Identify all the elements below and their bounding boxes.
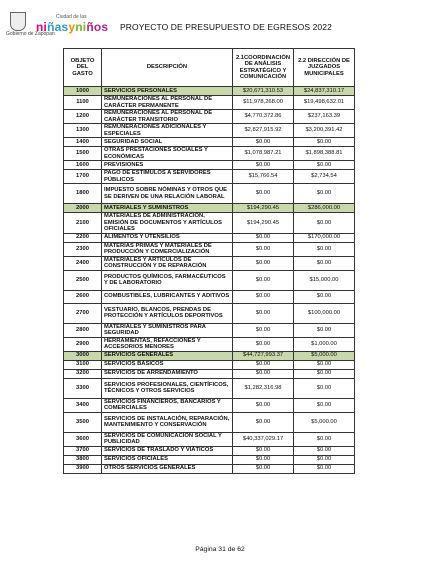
courts-amount-cell: $2,734.54 — [294, 170, 355, 184]
courts-amount-cell: $0.00 — [294, 378, 355, 398]
code-cell: 2600 — [64, 290, 102, 303]
table-group-row — [64, 351, 355, 360]
budget-table — [63, 48, 355, 474]
code-cell: 3500 — [64, 412, 102, 432]
coordination-amount-cell: $0.00 — [233, 360, 294, 369]
table-row — [64, 432, 355, 446]
table-row — [64, 369, 355, 378]
code-cell: 3300 — [64, 378, 102, 398]
table-row — [64, 170, 355, 184]
courts-amount-cell: $0.00 — [294, 446, 355, 455]
coordination-amount-cell: $2,827,915.92 — [233, 124, 294, 138]
courts-amount-cell: $237,163.39 — [294, 110, 355, 124]
table-row — [64, 323, 355, 337]
table-row — [64, 184, 355, 204]
code-cell: 2500 — [64, 270, 102, 290]
page-of: de — [227, 546, 236, 553]
table-row — [64, 337, 355, 351]
table-row — [64, 213, 355, 234]
description-cell: VESTUARIO, BLANCOS, PRENDAS DE PROTECCIÓN Y ARTÍCULOS DEPORTIVOS — [102, 303, 233, 323]
description-cell: SERVICIOS GENERALES — [102, 351, 233, 360]
description-cell: IMPUESTO SOBRE NÓMINAS Y OTROS QUE SE DERIVEN DE UNA RELACIÓN LABORAL — [102, 184, 233, 204]
table-row — [64, 256, 355, 270]
code-cell: 1000 — [64, 87, 102, 96]
table-row — [64, 378, 355, 398]
description-cell: MATERIAS PRIMAS Y MATERIALES DE PRODUCCIÓN Y COMERCIALIZACIÓN — [102, 242, 233, 256]
coordination-amount-cell: $0.00 — [233, 290, 294, 303]
description-cell: SERVICIOS DE INSTALACIÓN, REPARACIÓN, MANTENIMIENTO Y CONSERVACIÓN — [102, 412, 233, 432]
coordination-amount-cell: $0.00 — [233, 270, 294, 290]
description-cell: REMUNERACIONES AL PERSONAL DE CARÁCTER TRANSITORIO — [102, 110, 233, 124]
courts-amount-cell: $1,898,388.81 — [294, 147, 355, 161]
coordination-amount-cell: $0.00 — [233, 455, 294, 464]
code-cell: 2100 — [64, 213, 102, 234]
description-cell: SERVICIOS PROFESIONALES, CIENTÍFICOS, TÉCNICOS Y OTROS SERVICIOS — [102, 378, 233, 398]
description-cell: SERVICIOS PERSONALES — [102, 87, 233, 96]
courts-amount-cell: $0.00 — [294, 213, 355, 234]
table-header-row — [64, 49, 355, 87]
page-number: 31 — [218, 546, 226, 553]
table-row — [64, 96, 355, 110]
courts-amount-cell: $0.00 — [294, 184, 355, 204]
table-row — [64, 398, 355, 412]
coordination-amount-cell: $0.00 — [233, 233, 294, 242]
table-row — [64, 138, 355, 147]
description-cell: OTROS SERVICIOS GENERALES — [102, 464, 233, 473]
description-cell: MATERIALES DE ADMINISTRACIÓN, EMISIÓN DE DOCUMENTOS Y ARTÍCULOS OFICIALES — [102, 213, 233, 234]
description-cell: MATERIALES Y SUMINISTROS — [102, 204, 233, 213]
coordination-amount-cell: $0.00 — [233, 303, 294, 323]
code-cell: 3600 — [64, 432, 102, 446]
code-cell: 3700 — [64, 446, 102, 455]
coordination-amount-cell: $20,671,310.53 — [233, 87, 294, 96]
seal-text: Gobierno de Zapopan — [6, 31, 55, 37]
brand-logo-text: niñasyniños — [36, 20, 109, 34]
description-cell: REMUNERACIONES AL PERSONAL DE CARÁCTER PERMANENTE — [102, 96, 233, 110]
code-cell: 2300 — [64, 242, 102, 256]
courts-amount-cell: $0.00 — [294, 369, 355, 378]
courts-amount-cell: $24,837,310.17 — [294, 87, 355, 96]
header-logo — [6, 10, 126, 44]
table-group-row — [64, 87, 355, 96]
description-cell: REMUNERACIONES ADICIONALES Y ESPECIALES — [102, 124, 233, 138]
coordination-amount-cell: $0.00 — [233, 446, 294, 455]
coordination-amount-cell: $194,290.45 — [233, 213, 294, 234]
courts-amount-cell: $0.00 — [294, 464, 355, 473]
code-cell: 1600 — [64, 161, 102, 170]
table-row — [64, 270, 355, 290]
description-cell: PRODUCTOS QUÍMICOS, FARMACÉUTICOS Y DE LABORATORIO — [102, 270, 233, 290]
courts-amount-cell: $0.00 — [294, 161, 355, 170]
table-row — [64, 464, 355, 473]
description-cell: OTRAS PRESTACIONES SOCIALES Y ECONÓMICAS — [102, 147, 233, 161]
coordination-amount-cell: $0.00 — [233, 256, 294, 270]
courts-amount-cell: $5,000.00 — [294, 351, 355, 360]
courts-amount-cell: $0.00 — [294, 256, 355, 270]
code-cell: 1300 — [64, 124, 102, 138]
table-row — [64, 147, 355, 161]
description-cell: SERVICIOS DE ARRENDAMIENTO — [102, 369, 233, 378]
courts-amount-cell: $170,000.00 — [294, 233, 355, 242]
coordination-amount-cell: $44,727,993.37 — [233, 351, 294, 360]
code-cell: 3100 — [64, 360, 102, 369]
header-coordination: 2.1COORDINACIÓN DE ANÁLISIS ESTRATÉGICO Y COMUNICACIÓN — [233, 49, 294, 87]
description-cell: SERVICIOS DE TRASLADO Y VIÁTICOS — [102, 446, 233, 455]
code-cell: 3900 — [64, 464, 102, 473]
coordination-amount-cell: $194,290.45 — [233, 204, 294, 213]
courts-amount-cell: $0.00 — [294, 455, 355, 464]
courts-amount-cell: $5,000.00 — [294, 412, 355, 432]
code-cell: 2200 — [64, 233, 102, 242]
coordination-amount-cell: $11,978,268.00 — [233, 96, 294, 110]
description-cell: COMBUSTIBLES, LUBRICANTES Y ADITIVOS — [102, 290, 233, 303]
code-cell: 3000 — [64, 351, 102, 360]
code-cell: 1800 — [64, 184, 102, 204]
description-cell: SERVICIOS OFICIALES — [102, 455, 233, 464]
code-cell: 1100 — [64, 96, 102, 110]
coordination-amount-cell: $1,078,987.21 — [233, 147, 294, 161]
description-cell: SERVICIOS BÁSICOS — [102, 360, 233, 369]
code-cell: 1400 — [64, 138, 102, 147]
table-row — [64, 124, 355, 138]
page-footer — [0, 546, 440, 553]
table-row — [64, 242, 355, 256]
header-description: DESCRIPCIÓN — [102, 49, 233, 87]
code-cell: 2400 — [64, 256, 102, 270]
courts-amount-cell: $1,000.00 — [294, 337, 355, 351]
code-cell: 2800 — [64, 323, 102, 337]
coordination-amount-cell: $0.00 — [233, 323, 294, 337]
code-cell: 1500 — [64, 147, 102, 161]
table-row — [64, 303, 355, 323]
code-cell: 2700 — [64, 303, 102, 323]
page-label: Página — [195, 546, 217, 553]
courts-amount-cell: $3,200,391.42 — [294, 124, 355, 138]
description-cell: ALIMENTOS Y UTENSILIOS — [102, 233, 233, 242]
coordination-amount-cell: $0.00 — [233, 184, 294, 204]
courts-amount-cell: $286,000.00 — [294, 204, 355, 213]
coordination-amount-cell: $0.00 — [233, 138, 294, 147]
table-group-row — [64, 204, 355, 213]
description-cell: SERVICIOS DE COMUNICACIÓN SOCIAL Y PUBLICIDAD — [102, 432, 233, 446]
code-cell: 1700 — [64, 170, 102, 184]
courts-amount-cell: $19,498,632.01 — [294, 96, 355, 110]
coordination-amount-cell: $0.00 — [233, 161, 294, 170]
courts-amount-cell: $0.00 — [294, 242, 355, 256]
header-code: OBJETO DEL GASTO — [64, 49, 102, 87]
courts-amount-cell: $0.00 — [294, 360, 355, 369]
description-cell: SERVICIOS FINANCIEROS, BANCARIOS Y COMERCIALES — [102, 398, 233, 412]
coordination-amount-cell: $0.00 — [233, 398, 294, 412]
courts-amount-cell: $0.00 — [294, 138, 355, 147]
code-cell: 2000 — [64, 204, 102, 213]
header-courts: 2.2 DIRECCIÓN DE JUZGADOS MUNICIPALES — [294, 49, 355, 87]
description-cell: MATERIALES Y SUMINISTROS PARA SEGURIDAD — [102, 323, 233, 337]
table-row — [64, 290, 355, 303]
coordination-amount-cell: $0.00 — [233, 412, 294, 432]
table-row — [64, 233, 355, 242]
coordination-amount-cell: $40,337,029.17 — [233, 432, 294, 446]
description-cell: PREVISIONES — [102, 161, 233, 170]
brand-tagline: Ciudad de las — [56, 14, 87, 20]
courts-amount-cell: $15,000.00 — [294, 270, 355, 290]
page-total: 62 — [237, 546, 245, 553]
table-row — [64, 412, 355, 432]
code-cell: 3400 — [64, 398, 102, 412]
coordination-amount-cell: $0.00 — [233, 464, 294, 473]
code-cell: 2900 — [64, 337, 102, 351]
courts-amount-cell: $0.00 — [294, 432, 355, 446]
code-cell: 3200 — [64, 369, 102, 378]
coordination-amount-cell: $4,770,372.86 — [233, 110, 294, 124]
page-title: PROYECTO DE PRESUPUESTO DE EGRESOS 2022 — [120, 22, 332, 32]
courts-amount-cell: $0.00 — [294, 290, 355, 303]
table-row — [64, 446, 355, 455]
code-cell: 1200 — [64, 110, 102, 124]
municipal-seal-icon — [6, 10, 55, 40]
description-cell: HERRAMIENTAS, REFACCIONES Y ACCESORIOS MENORES — [102, 337, 233, 351]
coordination-amount-cell: $0.00 — [233, 369, 294, 378]
coordination-amount-cell: $0.00 — [233, 337, 294, 351]
description-cell: MATERIALES Y ARTÍCULOS DE CONSTRUCCIÓN Y DE REPARACIÓN — [102, 256, 233, 270]
courts-amount-cell: $0.00 — [294, 398, 355, 412]
description-cell: SEGURIDAD SOCIAL — [102, 138, 233, 147]
table-row — [64, 360, 355, 369]
table-row — [64, 110, 355, 124]
description-cell: PAGO DE ESTÍMULOS A SERVIDORES PÚBLICOS — [102, 170, 233, 184]
courts-amount-cell: $100,000.00 — [294, 303, 355, 323]
table-row — [64, 161, 355, 170]
coordination-amount-cell: $15,766.54 — [233, 170, 294, 184]
coordination-amount-cell: $0.00 — [233, 242, 294, 256]
courts-amount-cell: $0.00 — [294, 323, 355, 337]
code-cell: 3800 — [64, 455, 102, 464]
table-row — [64, 455, 355, 464]
coordination-amount-cell: $1,282,316.98 — [233, 378, 294, 398]
